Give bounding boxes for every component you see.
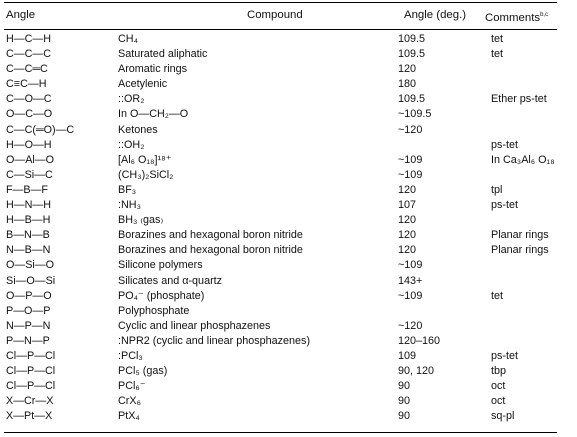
row-degrees: 90 [398, 410, 411, 423]
table-row [4, 349, 561, 364]
row-compound: Acetylenic [118, 78, 168, 91]
row-comment: oct [491, 395, 506, 408]
row-compound: PCl₆⁻ [118, 380, 146, 393]
row-degrees: 120 [398, 214, 417, 227]
row-angle: B—N—B [6, 229, 50, 242]
row-comment [491, 213, 561, 228]
table-row [4, 258, 561, 273]
row-angle: Si—O—Si [6, 274, 56, 287]
header-comments-footnote: b,c [540, 12, 549, 18]
row-angle: C—C(═O)—C [6, 123, 75, 136]
row-compound: :NH₃ [118, 199, 141, 212]
table-row [4, 92, 561, 107]
row-degrees: 120 [398, 63, 417, 76]
row-angle: C—C—C [6, 48, 51, 61]
header-compound: Compound [247, 9, 303, 21]
row-comment: Planar rings [491, 229, 549, 242]
row-comment [491, 319, 561, 334]
row-degrees: ~109.5 [398, 108, 432, 121]
row-comment [491, 304, 561, 319]
row-comment: ps-tet [491, 349, 519, 362]
row-compound: In O—CH₂—O [118, 108, 189, 121]
row-angle: F—B—F [6, 183, 48, 196]
data-table [4, 32, 561, 424]
row-degrees: ~120 [398, 319, 423, 332]
row-degrees: 120 [398, 183, 417, 196]
row-angle: O—Si—O [6, 259, 54, 272]
row-compound: Saturated aliphatic [118, 48, 208, 61]
row-degrees: 107 [398, 199, 417, 212]
row-degrees: 120 [398, 229, 417, 242]
row-comment [491, 123, 561, 138]
top-rule [4, 2, 557, 3]
row-compound: :PCl₃ [118, 349, 143, 362]
row-compound: BH₃ ₍gas₎ [118, 214, 164, 227]
row-angle: O—P—O [6, 289, 52, 302]
table-row [4, 47, 561, 62]
table-row [4, 289, 561, 304]
row-comment [491, 334, 561, 349]
table-row [4, 409, 561, 424]
table-row [4, 379, 561, 394]
row-comment: tet [491, 33, 504, 45]
row-comment: In Ca₃Al₆ O₁₈ [491, 153, 555, 166]
table-row [4, 123, 561, 138]
row-comment: Planar rings [491, 244, 549, 257]
row-degrees: ~109 [398, 259, 423, 272]
table-row [4, 62, 561, 77]
row-comment [491, 62, 561, 77]
table-row [4, 107, 561, 122]
table-row [4, 213, 561, 228]
row-angle: P—N—P [6, 334, 50, 347]
row-degrees: 90, 120 [398, 365, 435, 378]
table-row [4, 183, 561, 198]
row-degrees: ~109 [398, 168, 423, 181]
row-compound: CrX₆ [118, 395, 141, 408]
row-comment: tpl [491, 183, 503, 196]
row-comment [491, 77, 561, 92]
row-compound: PtX₄ [118, 410, 140, 423]
row-compound: Ketones [118, 123, 158, 136]
row-angle: C—Si—C [6, 168, 53, 181]
row-degrees: 180 [398, 78, 417, 91]
row-angle: H—N—H [6, 199, 51, 212]
row-comment: tet [491, 289, 504, 302]
row-compound: Aromatic rings [118, 63, 187, 76]
row-compound: [Al₆ O₁₈]¹⁸⁺ [118, 153, 172, 166]
row-compound: (CH₃)₂SiCl₂ [118, 168, 174, 181]
row-compound: CH₄ [118, 33, 139, 45]
table-row [4, 77, 561, 92]
header-comments [485, 6, 548, 24]
row-angle: C—O—C [6, 93, 52, 106]
row-degrees: 109.5 [398, 33, 426, 45]
row-degrees: 90 [398, 380, 411, 393]
row-compound: Silicates and α-quartz [118, 274, 223, 287]
row-comment: oct [491, 380, 506, 393]
row-compound: ::OR₂ [118, 93, 145, 106]
row-angle: C—C═C [6, 63, 48, 76]
row-angle: Cl—P—Cl [6, 365, 56, 378]
row-compound: Silicone polymers [118, 259, 203, 272]
table-row [4, 334, 561, 349]
row-angle: H—C—H [6, 33, 51, 45]
row-degrees: 120–160 [398, 334, 441, 347]
row-compound: Borazines and hexagonal boron nitride [118, 244, 303, 257]
table-row [4, 364, 561, 379]
row-degrees: ~109 [398, 289, 423, 302]
row-angle: N—B—N [6, 244, 51, 257]
row-comment [491, 168, 561, 183]
row-degrees: ~109 [398, 153, 423, 166]
header-degrees: Angle (deg.) [404, 9, 467, 21]
row-comment: Ether ps-tet [491, 93, 547, 106]
row-angle: Cl—P—Cl [6, 349, 56, 362]
row-angle: N—P—N [6, 319, 51, 332]
row-degrees [394, 304, 491, 319]
row-angle: O—Al—O [6, 153, 54, 166]
row-angle: X—Cr—X [6, 395, 54, 408]
header-rule [4, 29, 557, 30]
row-comment: ps-tet [491, 199, 519, 212]
row-comment: ps-tet [491, 138, 519, 151]
table-row [4, 394, 561, 409]
row-degrees: 109.5 [398, 48, 426, 61]
bottom-rule [4, 432, 557, 433]
table-row [4, 228, 561, 243]
row-degrees: 90 [398, 395, 411, 408]
row-angle: C≡C—H [6, 78, 47, 91]
row-angle: P—O—P [6, 304, 51, 317]
table-row [4, 153, 561, 168]
table-row [4, 243, 561, 258]
row-angle: O—C—O [6, 108, 53, 121]
row-comment [491, 274, 561, 289]
row-compound: ::OH₂ [118, 138, 145, 151]
row-angle: Cl—P—Cl [6, 380, 56, 393]
row-comment: tet [491, 48, 504, 61]
table-row [4, 168, 561, 183]
row-degrees: ~120 [398, 123, 423, 136]
row-compound: PO₄⁻ (phosphate) [118, 289, 205, 302]
row-compound: Cyclic and linear phosphazenes [118, 319, 271, 332]
header-angle: Angle [6, 9, 36, 21]
row-angle: X—Pt—X [6, 410, 53, 423]
table-row [4, 304, 561, 319]
row-compound: BF₃ [118, 183, 137, 196]
row-degrees: 120 [398, 244, 417, 257]
row-comment: tbp [491, 365, 507, 378]
row-degrees: 109.5 [398, 93, 426, 106]
row-compound: Polyphosphate [118, 304, 190, 317]
row-degrees [394, 138, 491, 153]
table-row [4, 198, 561, 213]
row-comment [491, 107, 561, 122]
row-compound: :NPR2 (cyclic and linear phosphazenes) [118, 334, 311, 347]
table-row [4, 319, 561, 334]
table-row [4, 138, 561, 153]
row-angle: H—B—H [6, 214, 51, 227]
table-body [4, 32, 561, 424]
table-row [4, 274, 561, 289]
row-compound: PCl₅ (gas) [118, 365, 168, 378]
row-degrees: 143+ [398, 274, 423, 287]
row-compound: Borazines and hexagonal boron nitride [118, 229, 303, 242]
row-angle: H—O—H [6, 138, 52, 151]
row-comment: sq-pl [491, 410, 515, 423]
table-row [4, 32, 561, 47]
row-comment [491, 258, 561, 273]
header-comments-label: Comments [485, 11, 541, 24]
row-degrees: 109 [398, 349, 417, 362]
